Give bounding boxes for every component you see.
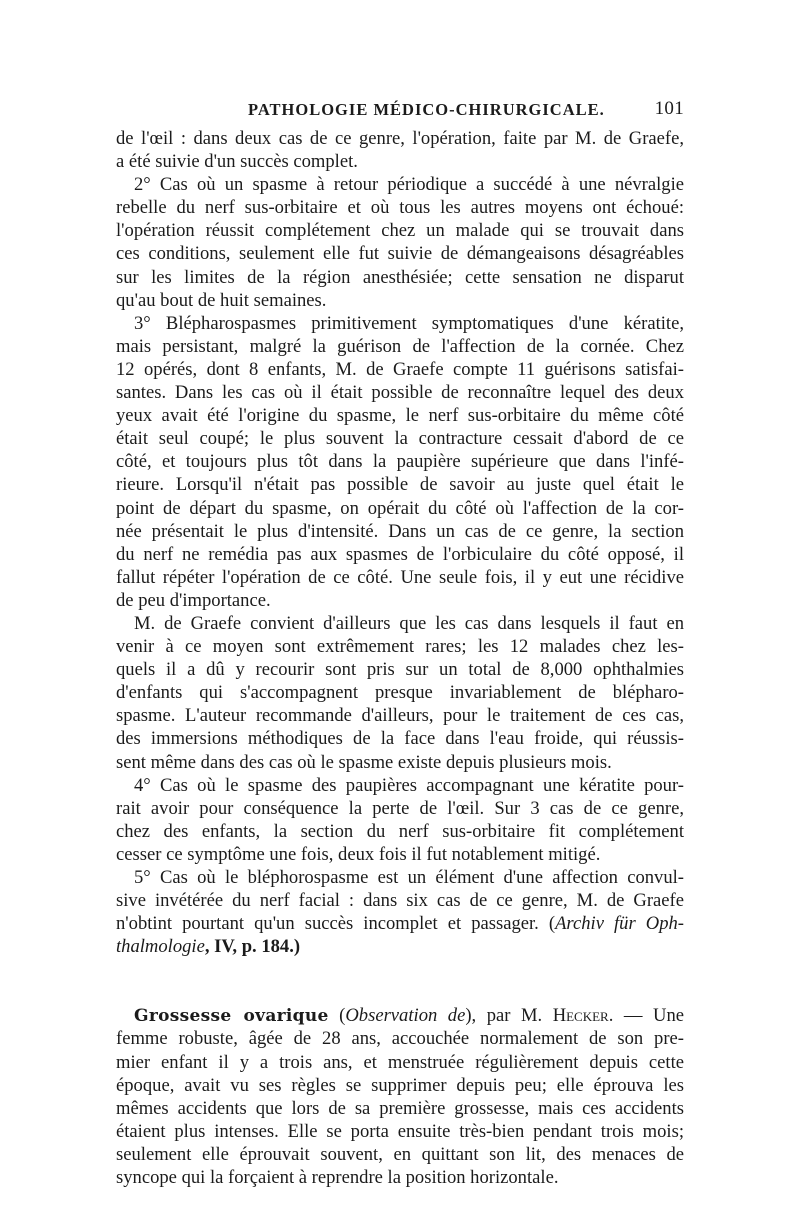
- text-line: point de départ du spasme, on opérait du côté où l'affection de la cor-: [116, 497, 684, 519]
- text-line: côté, et toujours plus tôt dans la paupière supérieure que dans l'infé-: [116, 451, 684, 473]
- text-line: sive invétérée du nerf facial : dans six cas de ce genre, M. de Graefe: [116, 890, 684, 912]
- text-segment: ), par M.: [465, 1005, 553, 1027]
- text-line: 2° Cas où un spasme à retour périodique a succédé à une névralgie: [134, 174, 684, 196]
- text-line: M. de Graefe convient d'ailleurs que les cas dans lesquels il faut en: [134, 612, 684, 634]
- text-line: rebelle du nerf sus-orbitaire et où tous les autres moyens ont échoué:: [116, 197, 684, 219]
- text-line: santes. Dans les cas où il était possible de reconnaître lequel des deux: [116, 382, 684, 404]
- page-number: 101: [654, 98, 684, 119]
- text-line: de peu d'importance.: [116, 589, 271, 611]
- text-line: chez des enfants, la section du nerf sus-orbitaire fit complétement: [116, 820, 684, 842]
- text-line: ces conditions, seulement elle fut suivie de démangeaisons désagréables: [116, 243, 684, 265]
- text-line: syncope qui la forçaient à reprendre la position horizontale.: [116, 1167, 559, 1189]
- text-line: seulement elle éprouvait souvent, en quittant son lit, des menaces de: [116, 1143, 684, 1165]
- text-line: 4° Cas où le spasme des paupières accompagnant une kératite pour-: [134, 774, 684, 796]
- text-line: rieure. Lorsqu'il n'était pas possible de savoir au juste quel était le: [116, 474, 684, 496]
- text-line: venir à ce moyen sont extrêmement rares; les 12 malades chez les-: [116, 636, 684, 658]
- body-text: [116, 127, 684, 1189]
- journal-title: Archiv für Oph-: [555, 913, 684, 935]
- text-line: époque, avait vu ses règles se supprimer depuis peu; elle éprouva les: [116, 1074, 684, 1096]
- section-gap: [116, 958, 684, 1004]
- text-line: mier enfant il y a trois ans, et menstruée régulièrement depuis cette: [116, 1051, 684, 1073]
- text-line: d'enfants qui s'accompagnent presque invariablement de blépharo-: [116, 682, 684, 704]
- text-line: née présentait le plus d'intensité. Dans un cas de ce genre, la section: [116, 520, 684, 542]
- text-line: mais persistant, malgré la guérison de l'affection de la cornée. Chez: [116, 335, 684, 357]
- text-line: qu'au bout de huit semaines.: [116, 289, 327, 311]
- author-name: Hecker: [552, 1005, 609, 1027]
- text-line: yeux avait été l'origine du spasme, le nerf sus-orbitaire du même côté: [116, 405, 684, 427]
- journal-title: thalmologie: [116, 936, 205, 958]
- text-line: a été suivie d'un succès complet.: [116, 151, 358, 173]
- text-line: était seul coupé; le plus souvent la contracture cessait d'abord de ce: [116, 428, 684, 450]
- text-line: mêmes accidents que lors de sa première grossesse, mais ces accidents: [116, 1097, 684, 1119]
- section-title: Grossesse ovarique: [134, 1006, 329, 1027]
- text-line: du nerf ne remédia pas aux spasmes de l'orbiculaire du côté opposé, il: [116, 543, 684, 565]
- text-line: fallut répéter l'opération de ce côté. Une seule fois, il y eut une récidive: [116, 566, 684, 588]
- text-line: 3° Blépharospasmes primitivement symptomatiques d'une kératite,: [134, 312, 684, 334]
- text-line: sur les limites de la région anesthésiée; cette sensation ne disparut: [116, 266, 684, 288]
- text-segment: n'obtint pourtant qu'un succès incomplet et passager. (: [116, 913, 556, 935]
- text-line: des immersions méthodiques de la face dans l'eau froide, qui réussis-: [116, 728, 684, 750]
- citation-ref: , IV, p. 184.): [204, 936, 301, 958]
- section-subtitle: Observation de: [345, 1005, 466, 1027]
- text-segment: (: [328, 1005, 346, 1027]
- text-line: quels il a dû y recourir sont pris sur un total de 8,000 ophthalmies: [116, 659, 684, 681]
- text-line: cesser ce symptôme une fois, deux fois il fut notablement mitigé.: [116, 843, 601, 865]
- text-line: femme robuste, âgée de 28 ans, accouchée normalement de son pre-: [116, 1028, 684, 1050]
- text-line: 5° Cas où le bléphorospasme est un élément d'une affection convul-: [134, 867, 684, 888]
- text-line: [116, 912, 684, 935]
- text-line: l'opération réussit complétement chez un malade qui se trouvait dans: [116, 220, 684, 242]
- text-line: 12 opérés, dont 8 enfants, M. de Graefe compte 11 guérisons satisfai-: [116, 358, 684, 380]
- running-header: [116, 98, 684, 124]
- text-line: rait avoir pour conséquence la perte de l'œil. Sur 3 cas de ce genre,: [116, 797, 684, 819]
- text-line: [116, 935, 684, 958]
- text-line: spasme. L'auteur recommande d'ailleurs, pour le traitement de ces cas,: [116, 705, 684, 727]
- text-line: sent même dans des cas où le spasme existe depuis plusieurs mois.: [116, 751, 612, 773]
- text-line: de l'œil : dans deux cas de ce genre, l'opération, faite par M. de Graefe,: [116, 128, 684, 149]
- section-heading-line: [116, 1004, 684, 1027]
- running-title: PATHOLOGIE MÉDICO-CHIRURGICALE.: [248, 100, 605, 119]
- text-line: étaient plus intenses. Elle se porta ensuite très-bien pendant trois mois;: [116, 1120, 684, 1142]
- text-segment: . — Une: [608, 1005, 684, 1027]
